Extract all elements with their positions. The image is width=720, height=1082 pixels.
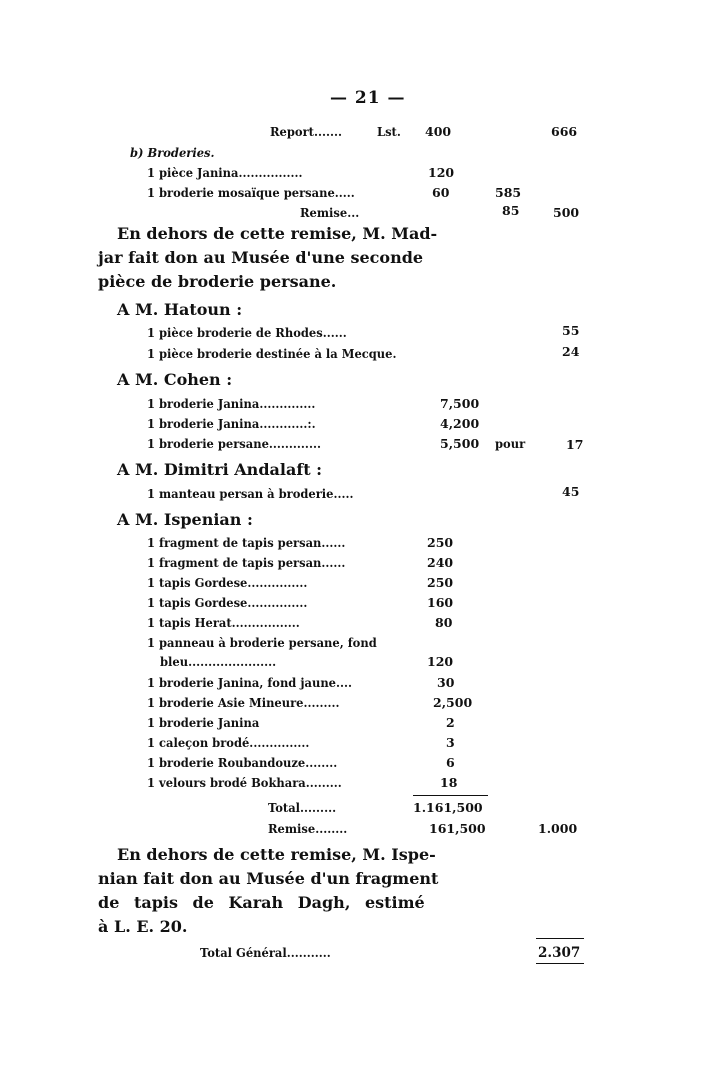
cohen-value: 5,500 (440, 436, 480, 451)
donor-heading-ispenian: A M. Ispenian : (117, 510, 253, 529)
ispenian-value: 250 (427, 575, 454, 590)
grand-total-rule-top (536, 938, 584, 939)
andalaft-item: 1 manteau persan à broderie..... (147, 486, 354, 501)
ispenian-item: 1 panneau à broderie persane, fond (147, 635, 377, 650)
ispenian-item-continuation: bleu...................... (160, 654, 277, 669)
ispenian-value: 2,500 (433, 695, 473, 710)
paragraph-line: pièce de broderie persane. (98, 272, 337, 291)
remise-label: Remise... (300, 205, 360, 220)
section-heading-broderies: b) Broderies. (130, 145, 215, 160)
paragraph-line: de tapis de Karah Dagh, estimé (98, 893, 425, 912)
paragraph-line: En dehors de cette remise, M. Ispe- (117, 845, 436, 864)
grand-total-rule-bottom (536, 963, 584, 964)
broderie-value: 120 (428, 165, 455, 180)
andalaft-value: 45 (562, 484, 580, 499)
ispenian-item: 1 fragment de tapis persan...... (147, 535, 346, 550)
cohen-value: 7,500 (440, 396, 480, 411)
ispenian-value: 120 (427, 654, 454, 669)
page-number: — 21 — (330, 88, 406, 108)
paragraph-line: à L. E. 20. (98, 917, 188, 936)
ispenian-item: 1 broderie Janina, fond jaune.... (147, 675, 353, 690)
ispenian-value: 2 (446, 715, 455, 730)
ispenian-item: 1 caleçon brodé............... (147, 735, 310, 750)
ispenian-value: 6 (446, 755, 455, 770)
report-label: Report....... (270, 124, 342, 139)
paragraph-line: En dehors de cette remise, M. Mad- (117, 224, 438, 243)
cohen-value: 4,200 (440, 416, 480, 431)
cohen-item: 1 broderie persane............. (147, 436, 321, 451)
paragraph-line: jar fait don au Musée d'une seconde (98, 248, 424, 267)
grand-total-label: Total Général........... (200, 945, 331, 960)
grand-total-value: 2.307 (538, 945, 581, 961)
total-label: Total......... (268, 800, 337, 815)
remise-value: 161,500 (429, 821, 486, 836)
hatoun-item: 1 pièce broderie destinée à la Mecque. (147, 346, 397, 361)
ispenian-item: 1 tapis Gordese............... (147, 595, 308, 610)
ispenian-net-value: 1.000 (538, 821, 578, 836)
total-rule (413, 795, 488, 796)
broderie-line: 1 pièce Janina................ (147, 165, 303, 180)
ispenian-value: 240 (427, 555, 454, 570)
ispenian-value: 18 (440, 775, 458, 790)
paragraph-line: nian fait don au Musée d'un fragment (98, 869, 439, 888)
total-value: 1.161,500 (413, 800, 483, 815)
ispenian-item: 1 broderie Janina (147, 715, 260, 730)
donor-heading-cohen: A M. Cohen : (117, 370, 233, 389)
report-value-col1: 400 (425, 124, 452, 139)
broderie-line: 1 broderie mosaïque persane..... (147, 185, 355, 200)
ispenian-item: 1 velours brodé Bokhara......... (147, 775, 342, 790)
hatoun-value: 55 (562, 323, 580, 338)
ispenian-value: 80 (435, 615, 453, 630)
ispenian-value: 250 (427, 535, 454, 550)
ispenian-item: 1 broderie Roubandouze........ (147, 755, 338, 770)
ispenian-item: 1 tapis Gordese............... (147, 575, 308, 590)
broderie-subtotal: 585 (495, 185, 522, 200)
currency-label: Lst. (377, 124, 401, 139)
broderie-value: 60 (432, 185, 450, 200)
remise-value: 85 (502, 203, 520, 218)
ispenian-item: 1 tapis Herat................. (147, 615, 300, 630)
donor-heading-hatoun: A M. Hatoun : (117, 300, 243, 319)
ispenian-item: 1 broderie Asie Mineure......... (147, 695, 340, 710)
hatoun-item: 1 pièce broderie de Rhodes...... (147, 325, 347, 340)
donor-heading-andalaft: A M. Dimitri Andalaft : (117, 460, 323, 479)
ispenian-value: 3 (446, 735, 455, 750)
report-value-col3: 666 (551, 124, 578, 139)
pour-label: pour (495, 436, 526, 451)
hatoun-value: 24 (562, 344, 580, 359)
cohen-item: 1 broderie Janina............:. (147, 416, 316, 431)
ispenian-value: 160 (427, 595, 454, 610)
cohen-total-value: 17 (566, 437, 584, 452)
cohen-item: 1 broderie Janina.............. (147, 396, 316, 411)
broderie-net-value: 500 (553, 205, 580, 220)
ispenian-item: 1 fragment de tapis persan...... (147, 555, 346, 570)
remise-label: Remise........ (268, 821, 348, 836)
ispenian-value: 30 (437, 675, 455, 690)
